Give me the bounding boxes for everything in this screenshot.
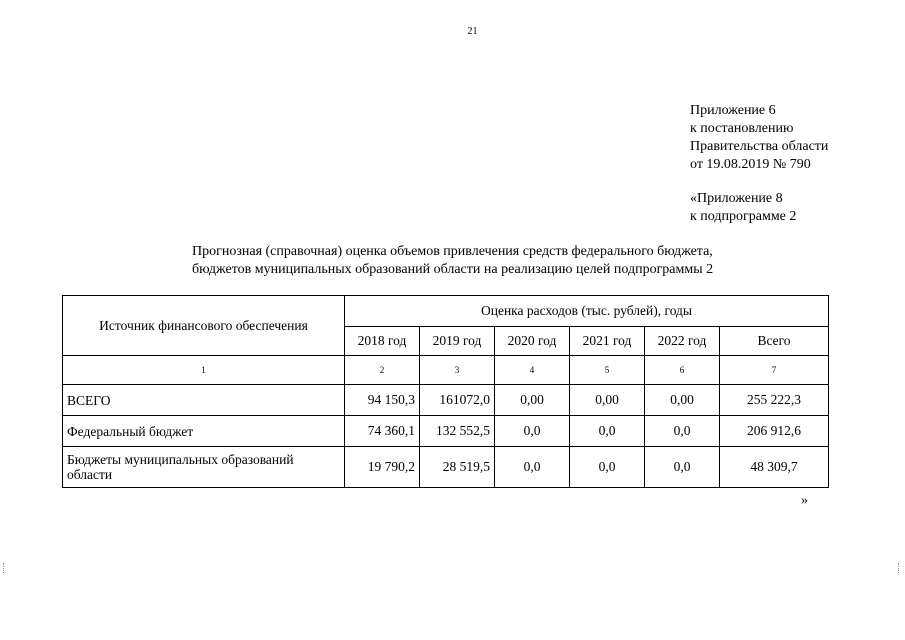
value-cell: 0,0 bbox=[645, 447, 720, 488]
header-source: Источник финансового обеспечения bbox=[63, 296, 345, 356]
column-index: 3 bbox=[420, 356, 495, 385]
sub-appendix-line: к подпрограмме 2 bbox=[690, 209, 797, 224]
value-cell: 0,00 bbox=[570, 385, 645, 416]
appendix-line: Правительства области bbox=[690, 139, 829, 154]
sub-appendix-line: «Приложение 8 bbox=[690, 191, 783, 206]
header-estimate: Оценка расходов (тыс. рублей), годы bbox=[345, 296, 829, 327]
column-index: 1 bbox=[63, 356, 345, 385]
year-header: 2019 год bbox=[420, 327, 495, 356]
table-header-row bbox=[63, 296, 829, 327]
document-title bbox=[192, 243, 713, 279]
column-index: 4 bbox=[495, 356, 570, 385]
value-cell: 19 790,2 bbox=[345, 447, 420, 488]
total-cell: 255 222,3 bbox=[720, 385, 829, 416]
value-cell: 161072,0 bbox=[420, 385, 495, 416]
scan-edge-mark bbox=[3, 563, 6, 573]
value-cell: 0,00 bbox=[645, 385, 720, 416]
value-cell: 0,0 bbox=[495, 416, 570, 447]
closing-quote: » bbox=[801, 493, 808, 508]
source-cell: Федеральный бюджет bbox=[63, 416, 345, 447]
table-row bbox=[63, 385, 829, 416]
value-cell: 94 150,3 bbox=[345, 385, 420, 416]
title-line: бюджетов муниципальных образований области на реализацию целей подпрограммы 2 bbox=[192, 262, 714, 277]
appendix-line: к постановлению bbox=[690, 121, 794, 136]
total-header: Всего bbox=[720, 327, 829, 356]
value-cell: 0,0 bbox=[570, 416, 645, 447]
column-index: 7 bbox=[720, 356, 829, 385]
value-cell: 0,0 bbox=[645, 416, 720, 447]
value-cell: 0,00 bbox=[495, 385, 570, 416]
page-number: 21 bbox=[467, 26, 478, 37]
total-cell: 206 912,6 bbox=[720, 416, 829, 447]
value-cell: 0,0 bbox=[570, 447, 645, 488]
year-header: 2022 год bbox=[645, 327, 720, 356]
year-header: 2021 год bbox=[570, 327, 645, 356]
value-cell: 0,0 bbox=[495, 447, 570, 488]
value-cell: 28 519,5 bbox=[420, 447, 495, 488]
appendix-line: от 19.08.2019 № 790 bbox=[690, 157, 811, 172]
year-header: 2018 год bbox=[345, 327, 420, 356]
table-row bbox=[63, 416, 829, 447]
column-index: 2 bbox=[345, 356, 420, 385]
value-cell: 132 552,5 bbox=[420, 416, 495, 447]
year-header: 2020 год bbox=[495, 327, 570, 356]
source-cell: Бюджеты муниципальных образований области bbox=[63, 447, 345, 488]
table-index-row bbox=[63, 356, 829, 385]
value-cell: 74 360,1 bbox=[345, 416, 420, 447]
sub-appendix-block bbox=[690, 190, 796, 226]
total-cell: 48 309,7 bbox=[720, 447, 829, 488]
appendix-block bbox=[690, 102, 828, 174]
scan-edge-mark bbox=[898, 563, 901, 573]
column-index: 6 bbox=[645, 356, 720, 385]
title-line: Прогнозная (справочная) оценка объемов привлечения средств федерального бюджета, bbox=[192, 244, 713, 259]
appendix-line: Приложение 6 bbox=[690, 103, 776, 118]
table-row bbox=[63, 447, 829, 488]
source-cell: ВСЕГО bbox=[63, 385, 345, 416]
column-index: 5 bbox=[570, 356, 645, 385]
funding-table bbox=[62, 295, 829, 488]
